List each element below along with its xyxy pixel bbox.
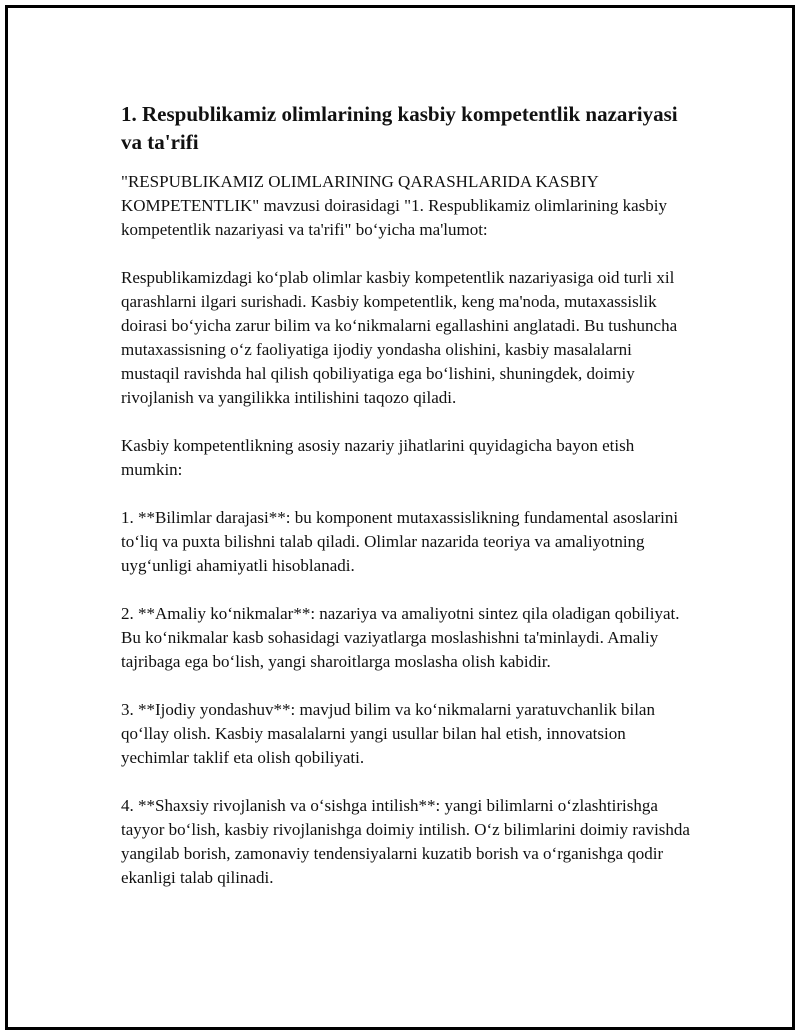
list-item-practical-skills: 2. **Amaliy ko‘nikmalar**: nazariya va amaliyotni sintez qila oladigan qobiliyat. Bu ko‘nikmalar kasb sohasidagi vaziyatlarga moslashishni ta'minlaydi. Amaliy tajribaga ega bo‘lish, yangi sharoitlarga moslasha olish kabidir. <box>121 604 680 671</box>
document-body <box>121 100 691 914</box>
list-item-creative-approach: 3. **Ijodiy yondashuv**: mavjud bilim va ko‘nikmalarni yaratuvchanlik bilan qo‘llay olish. Kasbiy masalalarni yangi usullar bilan hal etish, innovatsion yechimlar taklif eta olish qobiliyati. <box>121 700 655 767</box>
list-item-personal-growth: 4. **Shaxsiy rivojlanish va o‘sishga intilish**: yangi bilimlarni o‘zlashtirishga tayyor bo‘lish, kasbiy rivojlanishga doimiy intilish. O‘z bilimlarini doimiy ravishda yangilab borish, zamonaviy tendensiyalarni kuzatib borish va o‘rganishga qodir ekanligi talab qilinadi. <box>121 796 690 887</box>
intro-paragraph: "RESPUBLIKAMIZ OLIMLARINING QARASHLARIDA KASBIY KOMPETENTLIK" mavzusi doirasidagi "1. Respublikamiz olimlarining kasbiy kompetentlik nazariyasi va ta'rifi" bo‘yicha ma'lumot: <box>121 172 667 239</box>
page-frame <box>5 5 795 1030</box>
document-title: 1. Respublikamiz olimlarining kasbiy kompetentlik nazariyasi va ta'rifi <box>121 102 678 154</box>
aspects-intro-paragraph: Kasbiy kompetentlikning asosiy nazariy jihatlarini quyidagicha bayon etish mumkin: <box>121 436 635 479</box>
list-item-knowledge: 1. **Bilimlar darajasi**: bu komponent mutaxassislikning fundamental asoslarini to‘liq va puxta bilishni talab qiladi. Olimlar nazarida teoriya va amaliyotning uyg‘unligi ahamiyatli hisoblanadi. <box>121 508 679 575</box>
overview-paragraph: Respublikamizdagi ko‘plab olimlar kasbiy kompetentlik nazariyasiga oid turli xil qarashlarni ilgari surishadi. Kasbiy kompetentlik, keng ma'noda, mutaxassislik doirasi bo‘yicha zarur bilim va ko‘nikmalarni egallashini anglatadi. Bu tushuncha mutaxassisning o‘z faoliyatiga ijodiy yondasha olishini, kasbiy masalalarni mustaqil ravishda hal qilish qobiliyatiga ega bo‘lishini, shuningdek, doimiy rivojlanish va yangilikka intilishini taqozo qiladi. <box>121 268 678 407</box>
